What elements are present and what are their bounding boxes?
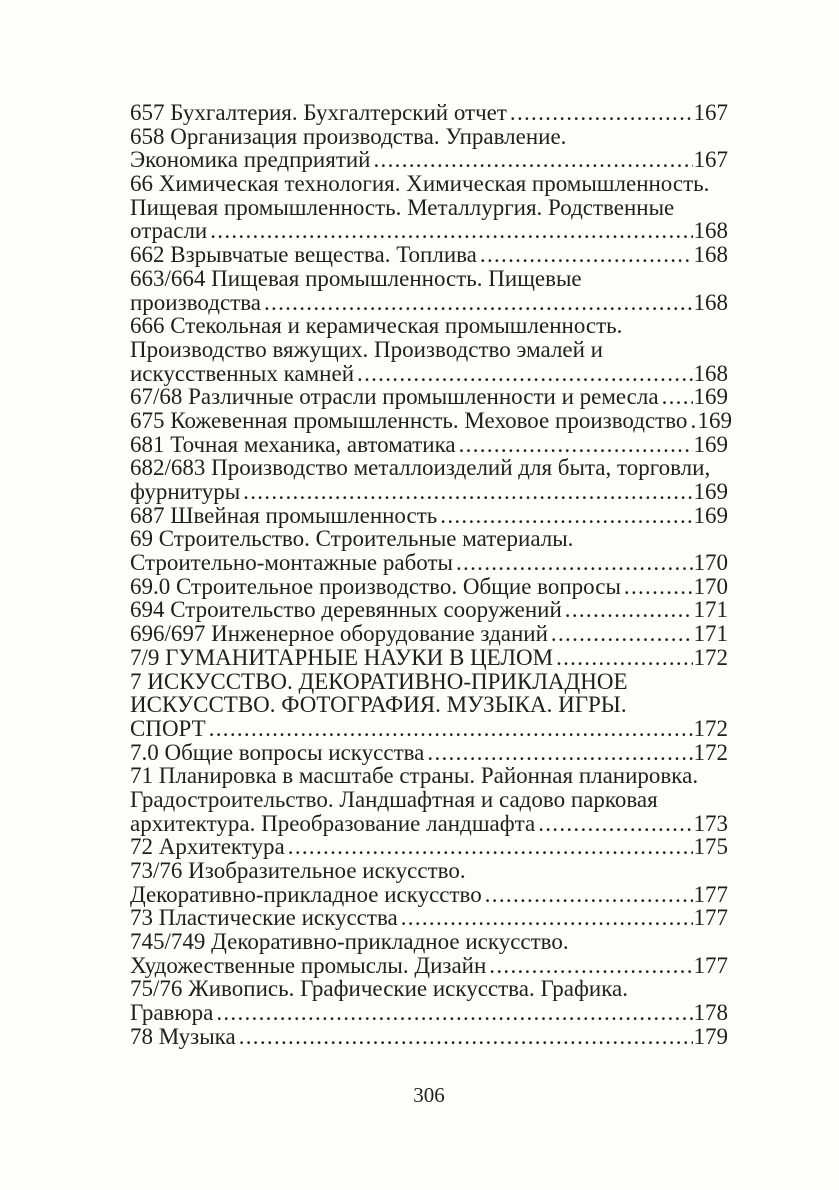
toc-entry-text: 694 Строительство деревянных сооружений xyxy=(130,597,562,623)
toc-entry-page: 169 xyxy=(697,407,732,433)
toc-entry-line xyxy=(130,812,728,836)
toc-entry-text: Гравюра xyxy=(130,1000,214,1026)
toc-entry-text: 7 ИСКУССТВО. ДЕКОРАТИВНО-ПРИКЛАДНОЕ xyxy=(130,668,628,694)
toc-entry-line xyxy=(130,314,728,338)
toc-entry-text: 687 Швейная промышленность xyxy=(130,502,438,528)
toc-entry-text: 658 Организация производства. Управление. xyxy=(130,123,567,149)
toc-entry-line xyxy=(130,741,728,765)
toc-entry-page: 177 xyxy=(693,881,728,907)
toc-entry-line xyxy=(130,1001,728,1025)
dot-leader xyxy=(427,741,692,765)
toc-entry-line xyxy=(130,693,728,717)
toc-entry-text: 7.0 Общие вопросы искусства xyxy=(130,739,425,765)
toc-entry-line xyxy=(130,859,728,883)
toc-entry-text: 71 Планировка в масштабе страны. Районная планировка. xyxy=(130,763,699,789)
toc-entry-line xyxy=(130,148,728,172)
toc-entry-page: 169 xyxy=(693,502,728,528)
toc-entry-page: 169 xyxy=(693,384,728,410)
toc-entry-page: 172 xyxy=(693,715,728,741)
dot-leader xyxy=(264,291,693,315)
toc-entry-line xyxy=(130,977,728,1001)
toc-entry-line xyxy=(130,362,728,386)
toc-entry-text: 696/697 Инженерное оборудование зданий xyxy=(130,621,548,647)
toc-entry-text: искусственных камней xyxy=(130,360,355,386)
toc-entry-line xyxy=(130,622,728,646)
dot-leader xyxy=(456,551,693,575)
toc-entry-line xyxy=(130,338,728,362)
toc-entry-page: 170 xyxy=(693,550,728,576)
toc-entry-line xyxy=(130,219,728,243)
toc-entry-line xyxy=(130,504,728,528)
dot-leader xyxy=(690,409,696,433)
toc-entry-line xyxy=(130,551,728,575)
toc-entry-line xyxy=(130,407,732,433)
dot-leader xyxy=(374,148,693,172)
toc-entry-line xyxy=(130,646,728,670)
dot-leader xyxy=(243,480,692,504)
dot-leader xyxy=(551,622,693,646)
toc-entry-page: 167 xyxy=(693,147,728,173)
toc-entry-page: 172 xyxy=(693,739,728,765)
toc-entry-text: 67/68 Различные отрасли промышленности и ремесла xyxy=(130,384,659,410)
dot-leader xyxy=(459,433,693,457)
dot-leader xyxy=(216,1001,692,1025)
toc-entry-line xyxy=(130,243,728,267)
toc-entry-text: Художественные промыслы. Дизайн xyxy=(130,952,487,978)
dot-leader xyxy=(288,835,693,859)
toc-entry-line xyxy=(130,883,728,907)
toc-entry-text: 681 Точная механика, автоматика xyxy=(130,431,456,457)
dot-leader xyxy=(209,717,693,741)
toc-entry-text: Производство вяжущих. Производство эмалей и xyxy=(130,336,603,362)
toc-entry-text: фурнитуры xyxy=(130,479,241,504)
toc-entry-line xyxy=(130,575,728,599)
toc-entry-text: Градостроительство. Ландшафтная и садово парковая xyxy=(130,786,658,812)
toc-entry-line xyxy=(130,598,728,622)
toc-entry-text: 69 Строительство. Строительные материалы. xyxy=(130,526,574,552)
toc-entry-page: 170 xyxy=(693,573,728,599)
dot-leader xyxy=(239,1025,693,1049)
toc-entry-line xyxy=(130,764,728,788)
toc-entry-text: 75/76 Живопись. Графические искусства. Графика. xyxy=(130,976,628,1002)
toc-entry-line xyxy=(130,385,728,409)
toc-entry-line xyxy=(130,101,728,125)
toc-entry-text: производства xyxy=(130,289,261,315)
dot-leader xyxy=(662,385,693,409)
toc-entry-text: 73 Пластические искусства xyxy=(130,905,398,931)
dot-leader xyxy=(556,646,692,670)
toc-entry-line xyxy=(130,456,728,480)
toc-entry-text: 7/9 ГУМАНИТАРНЫЕ НАУКИ В ЦЕЛОМ xyxy=(130,644,554,670)
toc-entry-text: 72 Архитектура xyxy=(130,834,285,860)
toc-entry-line xyxy=(130,835,728,859)
toc-entry-line xyxy=(130,267,728,291)
toc-entry-text: архитектура. Преобразование ландшафта xyxy=(130,810,536,836)
toc-entry-page: 171 xyxy=(693,621,728,647)
dot-leader xyxy=(538,812,692,836)
dot-leader xyxy=(565,598,693,622)
toc-entry-line xyxy=(130,196,728,220)
toc-entry-text: 69.0 Строительное производство. Общие вопросы xyxy=(130,573,621,599)
toc-entry-page: 177 xyxy=(693,905,728,931)
toc-entry-text: отрасли xyxy=(130,218,208,244)
toc-entry-text: Экономика предприятий xyxy=(130,147,371,173)
toc-entry-line xyxy=(130,433,728,457)
toc-entry-text: 682/683 Производство металлоизделий для быта, торговли, xyxy=(130,455,711,481)
toc-entry-page: 168 xyxy=(693,242,728,268)
toc-entry-text: 662 Взрывчатые вещества. Топлива xyxy=(130,242,477,268)
toc-entry-page: 172 xyxy=(693,644,728,670)
toc-entry-text: Декоративно-прикладное искусство xyxy=(130,881,482,907)
dot-leader xyxy=(485,883,693,907)
toc-entry-line xyxy=(130,954,728,978)
dot-leader xyxy=(624,575,693,599)
toc-entry-text: 675 Кожевенная промышленнсть. Меховое производство xyxy=(130,407,688,433)
toc-entry-line xyxy=(130,1025,728,1049)
toc-entry-line xyxy=(130,670,728,694)
dot-leader xyxy=(480,243,693,267)
toc-entry-page: 169 xyxy=(693,479,728,504)
toc-entry-line xyxy=(130,906,728,930)
toc-entry-line xyxy=(130,480,728,504)
toc-entry-line xyxy=(130,930,728,954)
dot-leader xyxy=(401,906,693,930)
toc-entry-line xyxy=(130,788,728,812)
toc-entry-text: 663/664 Пищевая промышленность. Пищевые xyxy=(130,265,582,291)
toc-entry-page: 173 xyxy=(693,810,728,836)
toc-entry-text: 73/76 Изобразительное искусство. xyxy=(130,858,466,883)
toc-entry-line xyxy=(130,717,728,741)
dot-leader xyxy=(510,101,693,125)
toc-entry-page: 179 xyxy=(693,1023,728,1049)
toc-entry-text: 66 Химическая технология. Химическая промышленность. xyxy=(130,171,710,197)
toc-entry-text: 657 Бухгалтерия. Бухгалтерский отчет xyxy=(130,100,507,125)
toc-entry-text: 745/749 Декоративно-прикладное искусство. xyxy=(130,929,569,955)
toc-entry-line xyxy=(130,172,728,196)
toc-entry-page: 171 xyxy=(693,597,728,623)
toc-entry-text: СПОРТ xyxy=(130,715,206,741)
toc-entry-line xyxy=(130,125,728,149)
toc-entry-page: 178 xyxy=(693,1000,728,1026)
toc-entry-page: 168 xyxy=(693,360,728,386)
toc-entry-text: Строительно-монтажные работы xyxy=(130,550,453,576)
toc-entry-text: Пищевая промышленность. Металлургия. Родственные xyxy=(130,194,675,220)
toc-entry-page: 168 xyxy=(693,218,728,244)
toc-lines xyxy=(130,100,732,1049)
toc-entry-line xyxy=(130,527,728,551)
dot-leader xyxy=(210,219,692,243)
dot-leader xyxy=(357,362,692,386)
toc-entry-page: 167 xyxy=(693,100,728,125)
toc-entry-text: ИСКУССТВО. ФОТОГРАФИЯ. МУЗЫКА. ИГРЫ. xyxy=(130,692,627,718)
page-number: 306 xyxy=(413,1083,445,1107)
dot-leader xyxy=(440,504,692,528)
toc-entry-text: 78 Музыка xyxy=(130,1023,236,1049)
toc-entry-page: 168 xyxy=(693,289,728,315)
dot-leader xyxy=(489,954,692,978)
toc-entry-text: 666 Стекольная и керамическая промышленность. xyxy=(130,313,623,339)
toc-entry-page: 177 xyxy=(693,952,728,978)
toc-entry-line xyxy=(130,291,728,315)
toc-entry-page: 175 xyxy=(693,834,728,860)
toc-entry-page: 169 xyxy=(693,431,728,457)
